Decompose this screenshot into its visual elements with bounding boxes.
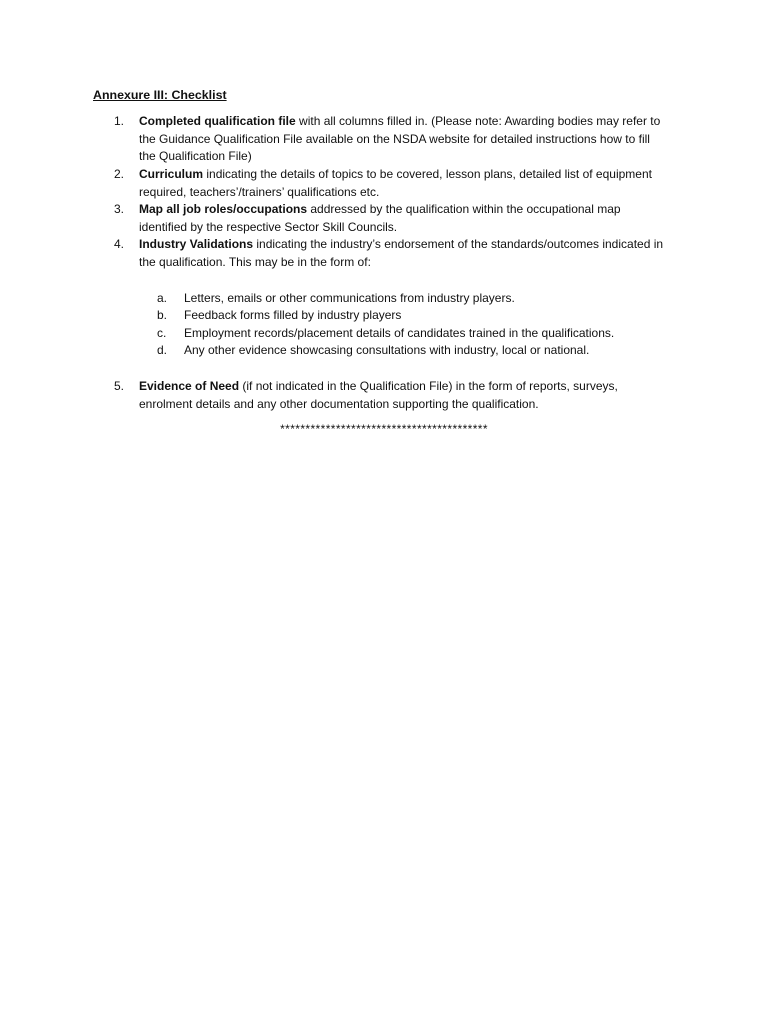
list-item-text [139, 236, 664, 271]
sub-list-letter: d. [157, 343, 168, 357]
sub-list-letter: a. [157, 291, 168, 305]
list-item-number: 3. [114, 202, 125, 216]
page-title: Annexure III: Checklist [93, 88, 227, 102]
list-item-body: addressed by the qualification within the occupational map identified by the respective Sector Skill Councils. [139, 202, 621, 234]
list-item-text [139, 113, 664, 166]
list-item-number: 2. [114, 167, 125, 181]
list-item-body: (if not indicated in the Qualification File) in the form of reports, surveys, enrolment details and any other documentation supporting the qualification. [139, 379, 618, 411]
list-item-bold: Completed qualification file [139, 114, 296, 128]
sub-list-text: Letters, emails or other communications from industry players. [184, 291, 515, 305]
list-item-bold: Evidence of Need [139, 379, 240, 393]
sub-list-text: Any other evidence showcasing consultations with industry, local or national. [184, 343, 590, 357]
list-item-number: 5. [114, 379, 125, 393]
separator-line: ***************************************** [280, 422, 488, 436]
list-item-text [139, 378, 664, 413]
list-item-body: indicating the industry’s endorsement of the standards/outcomes indicated in the qualification. This may be in the form of: [139, 237, 664, 269]
list-item-bold: Map all job roles/occupations [139, 202, 308, 216]
sub-list-letter: b. [157, 308, 168, 322]
list-item-number: 1. [114, 114, 125, 128]
list-item-bold: Industry Validations [139, 237, 254, 251]
list-item-bold: Curriculum [139, 167, 204, 181]
list-item-body: indicating the details of topics to be covered, lesson plans, detailed list of equipment required, teachers’/trainers’ qualifications etc. [139, 167, 652, 199]
list-item-text [139, 166, 664, 201]
list-item-body: with all columns filled in. (Please note: Awarding bodies may refer to the Guidance Qualification File available on the NSDA website for detailed instructions how to fill the Qualification File) [139, 114, 661, 163]
list-item-number: 4. [114, 237, 125, 251]
sub-list-text: Feedback forms filled by industry players [184, 308, 402, 322]
list-item-text [139, 201, 664, 236]
sub-list-text: Employment records/placement details of candidates trained in the qualifications. [184, 326, 615, 340]
sub-list-letter: c. [157, 326, 167, 340]
